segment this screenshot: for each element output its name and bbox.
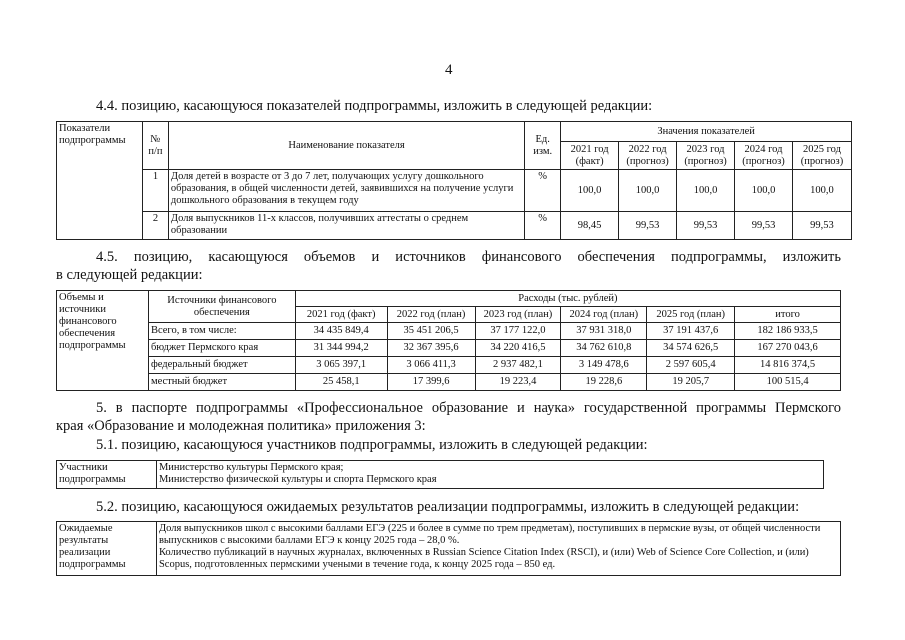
row-number: 2 <box>142 212 168 240</box>
section-4-5-heading: 4.5. позицию, касающуюся объемов и источников финансового обеспечения подпрограммы, изложить <box>96 249 841 265</box>
indicator-name: Доля выпускников 11-х классов, получивших аттестаты о среднем образовании <box>168 212 524 240</box>
indicator-value: 100,0 <box>619 170 677 212</box>
source-name: федеральный бюджет <box>148 357 295 374</box>
indicator-value: 99,53 <box>677 212 735 240</box>
results-text <box>156 522 840 576</box>
indicator-value: 98,45 <box>561 212 619 240</box>
financing-table <box>56 290 841 391</box>
participants-label: Участники подпрограммы <box>57 461 157 489</box>
table-row <box>57 357 841 374</box>
row-number: 1 <box>142 170 168 212</box>
indicator-name: Доля детей в возрасте от 3 до 7 лет, получающих услугу дошкольного образования, в общей численности детей, заявившихся на получение услуги дошкольного образования в текущем году <box>168 170 524 212</box>
col-header-num: № п/п <box>142 122 168 170</box>
amount: 34 220 416,5 <box>475 340 561 357</box>
year-header: 2021 год (факт) <box>561 142 619 170</box>
amount: 19 205,7 <box>647 374 735 391</box>
indicator-value: 100,0 <box>677 170 735 212</box>
amount: 34 762 610,8 <box>561 340 647 357</box>
amount: 19 223,4 <box>475 374 561 391</box>
col-header-expenses: Расходы (тыс. рублей) <box>295 291 840 307</box>
amount: 34 435 849,4 <box>295 323 387 340</box>
section-4-5-heading-cont: в следующей редакции: <box>56 267 203 283</box>
amount: 37 931 318,0 <box>561 323 647 340</box>
year-header: 2022 год (план) <box>387 307 475 323</box>
financing-label: Объемы и источники финансового обеспечения подпрограммы <box>57 291 149 391</box>
page-number: 4 <box>445 62 453 78</box>
total-header: итого <box>735 307 841 323</box>
amount: 3 066 411,3 <box>387 357 475 374</box>
indicator-value: 99,53 <box>735 212 793 240</box>
year-header: 2023 год (план) <box>475 307 561 323</box>
amount: 34 574 626,5 <box>647 340 735 357</box>
source-name: Всего, в том числе: <box>148 323 295 340</box>
result-item: Количество публикаций в научных журналах, включенных в Russian Science Citation Index (RSCI), и (или) Web of Science Core Collection, и (или) Scopus, подготовленных пермскими учеными в течение года, к концу 2025 года – 850 ед. <box>158 547 809 570</box>
participants-list <box>156 461 823 489</box>
amount: 3 149 478,6 <box>561 357 647 374</box>
table-row <box>57 212 852 240</box>
section-5-2-heading: 5.2. позицию, касающуюся ожидаемых результатов реализации подпрограммы, изложить в следующей редакции: <box>96 499 800 515</box>
amount: 2 937 482,1 <box>475 357 561 374</box>
amount: 100 515,4 <box>735 374 841 391</box>
source-name: местный бюджет <box>148 374 295 391</box>
year-header: 2024 год (план) <box>561 307 647 323</box>
indicator-unit: % <box>525 212 561 240</box>
col-header-sources: Источники финансового обеспечения <box>148 291 295 323</box>
year-header: 2021 год (факт) <box>295 307 387 323</box>
indicator-value: 100,0 <box>792 170 851 212</box>
amount: 35 451 206,5 <box>387 323 475 340</box>
amount: 3 065 397,1 <box>295 357 387 374</box>
results-label: Ожидаемые результаты реализации подпрограммы <box>57 522 157 576</box>
table-row <box>57 323 841 340</box>
amount: 37 191 437,6 <box>647 323 735 340</box>
section-5-1-heading: 5.1. позицию, касающуюся участников подпрограммы, изложить в следующей редакции: <box>96 437 648 453</box>
indicator-value: 99,53 <box>792 212 851 240</box>
table-row <box>57 340 841 357</box>
amount: 25 458,1 <box>295 374 387 391</box>
results-table <box>56 521 841 576</box>
year-header: 2025 год (прогноз) <box>792 142 851 170</box>
participant: Министерство физической культуры и спорта Пермского края <box>158 474 437 485</box>
year-header: 2024 год (прогноз) <box>735 142 793 170</box>
amount: 167 270 043,6 <box>735 340 841 357</box>
section-4-4-heading: 4.4. позицию, касающуюся показателей подпрограммы, изложить в следующей редакции: <box>96 98 653 114</box>
table-row <box>57 170 852 212</box>
table-row <box>57 374 841 391</box>
amount: 2 597 605,4 <box>647 357 735 374</box>
source-name: бюджет Пермского края <box>148 340 295 357</box>
indicator-value: 100,0 <box>735 170 793 212</box>
indicator-value: 99,53 <box>619 212 677 240</box>
participant: Министерство культуры Пермского края; <box>158 462 344 473</box>
indicators-label: Показатели подпрограммы <box>57 122 143 240</box>
indicator-value: 100,0 <box>561 170 619 212</box>
col-header-name: Наименование показателя <box>168 122 524 170</box>
year-header: 2025 год (план) <box>647 307 735 323</box>
amount: 32 367 395,6 <box>387 340 475 357</box>
col-header-unit: Ед. изм. <box>525 122 561 170</box>
section-5-heading: 5. в паспорте подпрограммы «Профессиональное образование и наука» государственной программы Пермского <box>96 400 841 416</box>
amount: 17 399,6 <box>387 374 475 391</box>
amount: 37 177 122,0 <box>475 323 561 340</box>
indicators-table <box>56 121 852 240</box>
section-5-heading-cont: края «Образование и молодежная политика» приложения 3: <box>56 418 426 434</box>
year-header: 2023 год (прогноз) <box>677 142 735 170</box>
participants-table <box>56 460 824 489</box>
year-header: 2022 год (прогноз) <box>619 142 677 170</box>
amount: 14 816 374,5 <box>735 357 841 374</box>
amount: 19 228,6 <box>561 374 647 391</box>
amount: 31 344 994,2 <box>295 340 387 357</box>
indicator-unit: % <box>525 170 561 212</box>
col-header-values: Значения показателей <box>561 122 852 142</box>
amount: 182 186 933,5 <box>735 323 841 340</box>
result-item: Доля выпускников школ с высокими баллами ЕГЭ (225 и более в сумме по трем предметам), поступивших в пермские вузы, от общей численности выпускников с высокими баллами ЕГЭ к концу 2025 года – 28,0 %. <box>158 523 821 546</box>
